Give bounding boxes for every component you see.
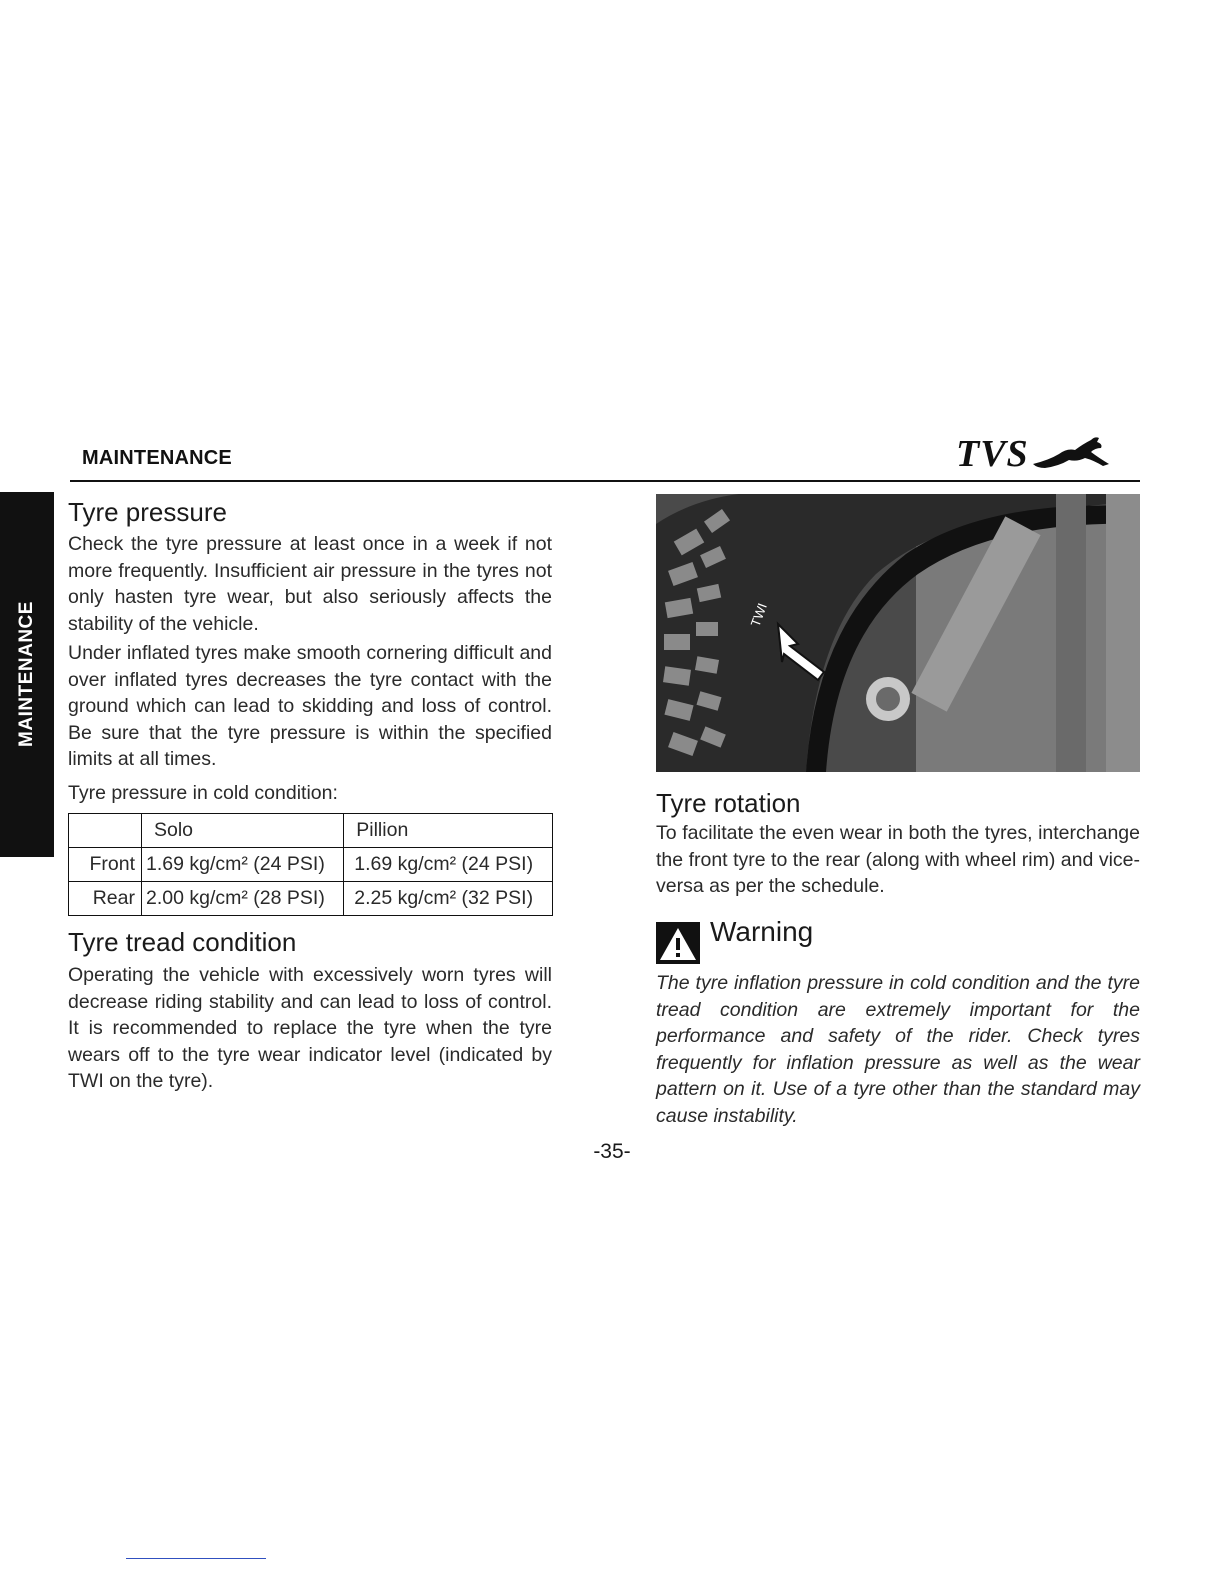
warning-paragraph: The tyre inflation pressure in cold condition and the tyre tread condition are extremely important for the performance and safety of the rider. Check tyres frequently for inflation pressure as well as the wear pattern on it. Use of a tyre other than the standard may cause instability.	[656, 972, 1140, 1127]
page-number: -35-	[593, 1140, 631, 1163]
side-tab	[0, 492, 54, 857]
footer-line	[126, 1558, 266, 1559]
leaping-horse-icon	[1029, 434, 1111, 474]
tyre-tread-paragraph: Operating the vehicle with excessively worn tyres will decrease riding stability and can lead to loss of control. It is recommended to replace the tyre when the tyre wears off to the tyre wear indicator level (indicated by TWI on the tyre).	[68, 964, 552, 1092]
table-header-cell: Pillion	[344, 814, 553, 848]
table-row-label: Front	[69, 848, 142, 882]
tyre-photo-illustration	[656, 494, 1140, 772]
warning-icon	[656, 922, 700, 964]
brand-text: TVS	[956, 433, 1029, 475]
table-header-cell	[69, 814, 142, 848]
tyre-pressure-paragraph-1: Check the tyre pressure at least once in a week if not more frequently. Insufficient air pressure in the tyres not only hasten tyre wear, but also seriously affects the stability of the vehicle.	[68, 533, 552, 635]
header-rule	[70, 480, 1140, 482]
tyre-pressure-paragraph-2: Under inflated tyres make smooth cornering difficult and over inflated tyres decreases the tyre contact with the ground which can lead to skidding and loss of control. Be sure that the tyre pressure is within the specified limits at all times.	[68, 642, 552, 770]
table-row	[69, 848, 553, 882]
pressure-table	[68, 813, 553, 916]
tyre-rotation-title: Tyre rotation	[656, 788, 801, 818]
twi-marking: TWI	[747, 601, 770, 629]
table-cell: 2.25 kg/cm² (32 PSI)	[344, 882, 553, 916]
tyre-tread-title: Tyre tread condition	[68, 927, 297, 957]
table-row	[69, 882, 553, 916]
table-cell: 1.69 kg/cm² (24 PSI)	[142, 848, 344, 882]
table-cell: 2.00 kg/cm² (28 PSI)	[142, 882, 344, 916]
brand-logo	[956, 432, 1111, 476]
side-tab-label: MAINTENANCE	[16, 601, 37, 747]
table-header-row	[69, 814, 553, 848]
section-label: MAINTENANCE	[82, 447, 232, 469]
tyre-rotation-paragraph: To facilitate the even wear in both the tyres, interchange the front tyre to the rear (along with wheel rim) and vice-versa as per the schedule.	[656, 822, 1140, 897]
table-header-cell: Solo	[142, 814, 344, 848]
table-row-label: Rear	[69, 882, 142, 916]
tyre-photo	[656, 494, 1140, 772]
warning-title: Warning	[710, 916, 814, 947]
table-cell: 1.69 kg/cm² (24 PSI)	[344, 848, 553, 882]
tyre-pressure-title: Tyre pressure	[68, 497, 227, 527]
cold-condition-label: Tyre pressure in cold condition:	[68, 782, 338, 804]
